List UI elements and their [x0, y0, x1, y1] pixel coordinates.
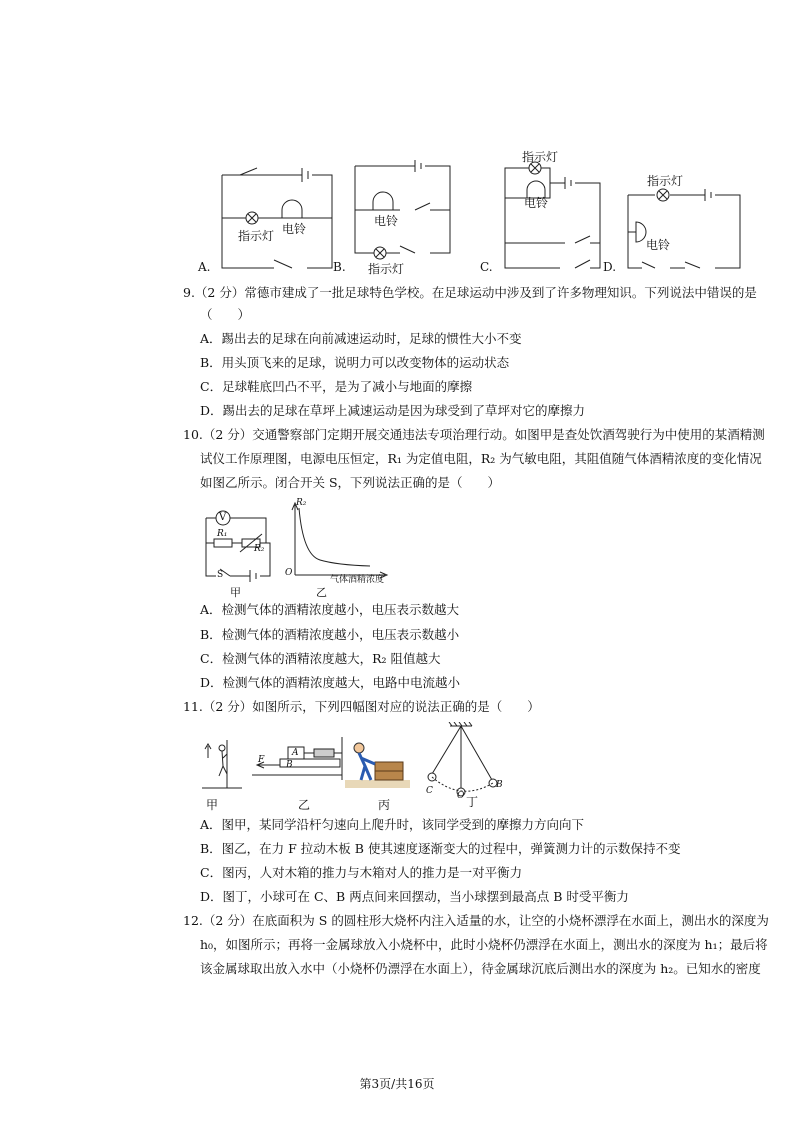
q11-fig-ding-pendulum: [420, 722, 510, 802]
q11-caption-jia: 甲: [206, 798, 219, 812]
q11-caption-yi: 乙: [298, 798, 311, 812]
q11-block-a-label: A: [292, 748, 299, 758]
q10-graph-origin: O: [285, 568, 293, 578]
q8-b-bell-label: 电铃: [374, 214, 399, 228]
q11-caption-ding: 丁: [466, 795, 479, 809]
q11-caption-bing: 丙: [378, 798, 391, 812]
q10-option-c[interactable]: C．检测气体的酒精浓度越大，R₂ 阻值越大: [200, 651, 441, 666]
q8-a-lamp-label: 指示灯: [238, 229, 275, 243]
q12-line-3: 该金属球取出放入水中（小烧杯仍漂浮在水面上），待金属球沉底后测出水的深度为 h₂。已知水的密度: [200, 961, 761, 976]
q9-stem: 9.（2 分）常德市建成了一批足球特色学校。在足球运动中涉及到了许多物理知识。下列说法中错误的是: [183, 285, 757, 300]
q10-caption-jia: 甲: [230, 586, 241, 599]
page-footer: 第3页/共16页: [359, 1077, 435, 1091]
q12-line-2: h₀，如图所示；再将一金属球放入小烧杯中，此时小烧杯仍漂浮在水面上，测出水的深度为 h₁；最后将: [200, 937, 768, 952]
q11-force-label: F: [258, 755, 265, 765]
q11-block-b-label: B: [286, 760, 293, 770]
q12-line-1: 12.（2 分）在底面积为 S 的圆柱形大烧杯内注入适量的水，让空的小烧杯漂浮在水面上，测出水的深度为: [183, 913, 769, 928]
q10-graph-y-label: R₂: [296, 498, 307, 508]
q10-r1-label: R₁: [217, 529, 228, 539]
q10-option-b[interactable]: B．检测气体的酒精浓度越小，电压表示数越小: [200, 627, 460, 642]
circuit-c: [495, 148, 610, 273]
q8-option-a[interactable]: A.: [198, 260, 211, 274]
q8-d-lamp-label: 指示灯: [647, 174, 684, 188]
q11-option-d[interactable]: D．图丁，小球可在 C、B 两点间来回摆动，当小球摆到最高点 B 时受平衡力: [200, 889, 629, 904]
q10-stem-line-1: 10.（2 分）交通警察部门定期开展交通违法专项治理行动。如图甲是查处饮酒驾驶行为中使用的某酒精测: [183, 427, 765, 442]
q11-stem: 11.（2 分）如图所示，下列四幅图对应的说法正确的是（ ）: [183, 699, 540, 714]
q8-option-b[interactable]: B.: [333, 260, 346, 274]
q8-c-lamp-label: 指示灯: [522, 150, 559, 164]
q8-option-d[interactable]: D.: [603, 260, 617, 274]
q11-option-a[interactable]: A．图甲，某同学沿杆匀速向上爬升时，该同学受到的摩擦力方向向下: [200, 817, 585, 832]
q10-r2-label: R₂: [254, 544, 265, 554]
q11-fig-jia-pole-climber: [202, 738, 242, 790]
q11-fig-bing-push-box: [345, 740, 410, 788]
circuit-b: [345, 158, 460, 270]
q10-graph-x-label: 气体酒精浓度: [330, 575, 385, 585]
q8-option-c[interactable]: C.: [480, 260, 493, 274]
q11-point-b-label: B: [496, 780, 503, 790]
circuit-a: [212, 160, 342, 275]
q9-option-b[interactable]: B．用头顶飞来的足球，说明力可以改变物体的运动状态: [200, 355, 510, 370]
q11-option-b[interactable]: B．图乙，在力 F 拉动木板 B 使其速度逐渐变大的过程中，弹簧测力计的示数保持不变: [200, 841, 681, 856]
q11-point-c-label: C: [426, 786, 433, 796]
q10-resistance-graph: [285, 500, 395, 580]
q9-option-d[interactable]: D．踢出去的足球在草坪上减速运动是因为球受到了草坪对它的摩擦力: [200, 403, 586, 418]
q10-stem-line-3: 如图乙所示。闭合开关 S，下列说法正确的是（ ）: [200, 475, 501, 490]
q10-option-d[interactable]: D．检测气体的酒精浓度越大，电路中电流越小: [200, 675, 461, 690]
q10-switch-label: S: [217, 570, 224, 580]
q9-option-a[interactable]: A．踢出去的足球在向前减速运动时，足球的惯性大小不变: [200, 331, 522, 346]
q9-blank: （ ）: [200, 307, 251, 322]
q8-c-bell-label: 电铃: [524, 196, 549, 210]
q10-voltmeter-label: V: [219, 512, 227, 523]
q10-option-a[interactable]: A．检测气体的酒精浓度越小，电压表示数越大: [200, 602, 460, 617]
q11-point-o-label: O: [457, 791, 465, 801]
q10-caption-yi: 乙: [316, 586, 327, 599]
q10-circuit-diagram: [198, 498, 278, 583]
q11-fig-yi-board-spring: [252, 735, 347, 785]
q8-a-bell-label: 电铃: [282, 222, 307, 236]
q9-option-c[interactable]: C．足球鞋底凹凸不平，是为了减小与地面的摩擦: [200, 379, 473, 394]
q11-option-c[interactable]: C．图丙，人对木箱的推力与木箱对人的推力是一对平衡力: [200, 865, 523, 880]
q8-b-lamp-label: 指示灯: [368, 262, 405, 276]
q8-d-bell-label: 电铃: [646, 238, 671, 252]
circuit-d: [620, 180, 745, 275]
q10-stem-line-2: 试仪工作原理图，电源电压恒定，R₁ 为定值电阻，R₂ 为气敏电阻，其阻值随气体酒精浓度的变化情况: [200, 451, 762, 466]
